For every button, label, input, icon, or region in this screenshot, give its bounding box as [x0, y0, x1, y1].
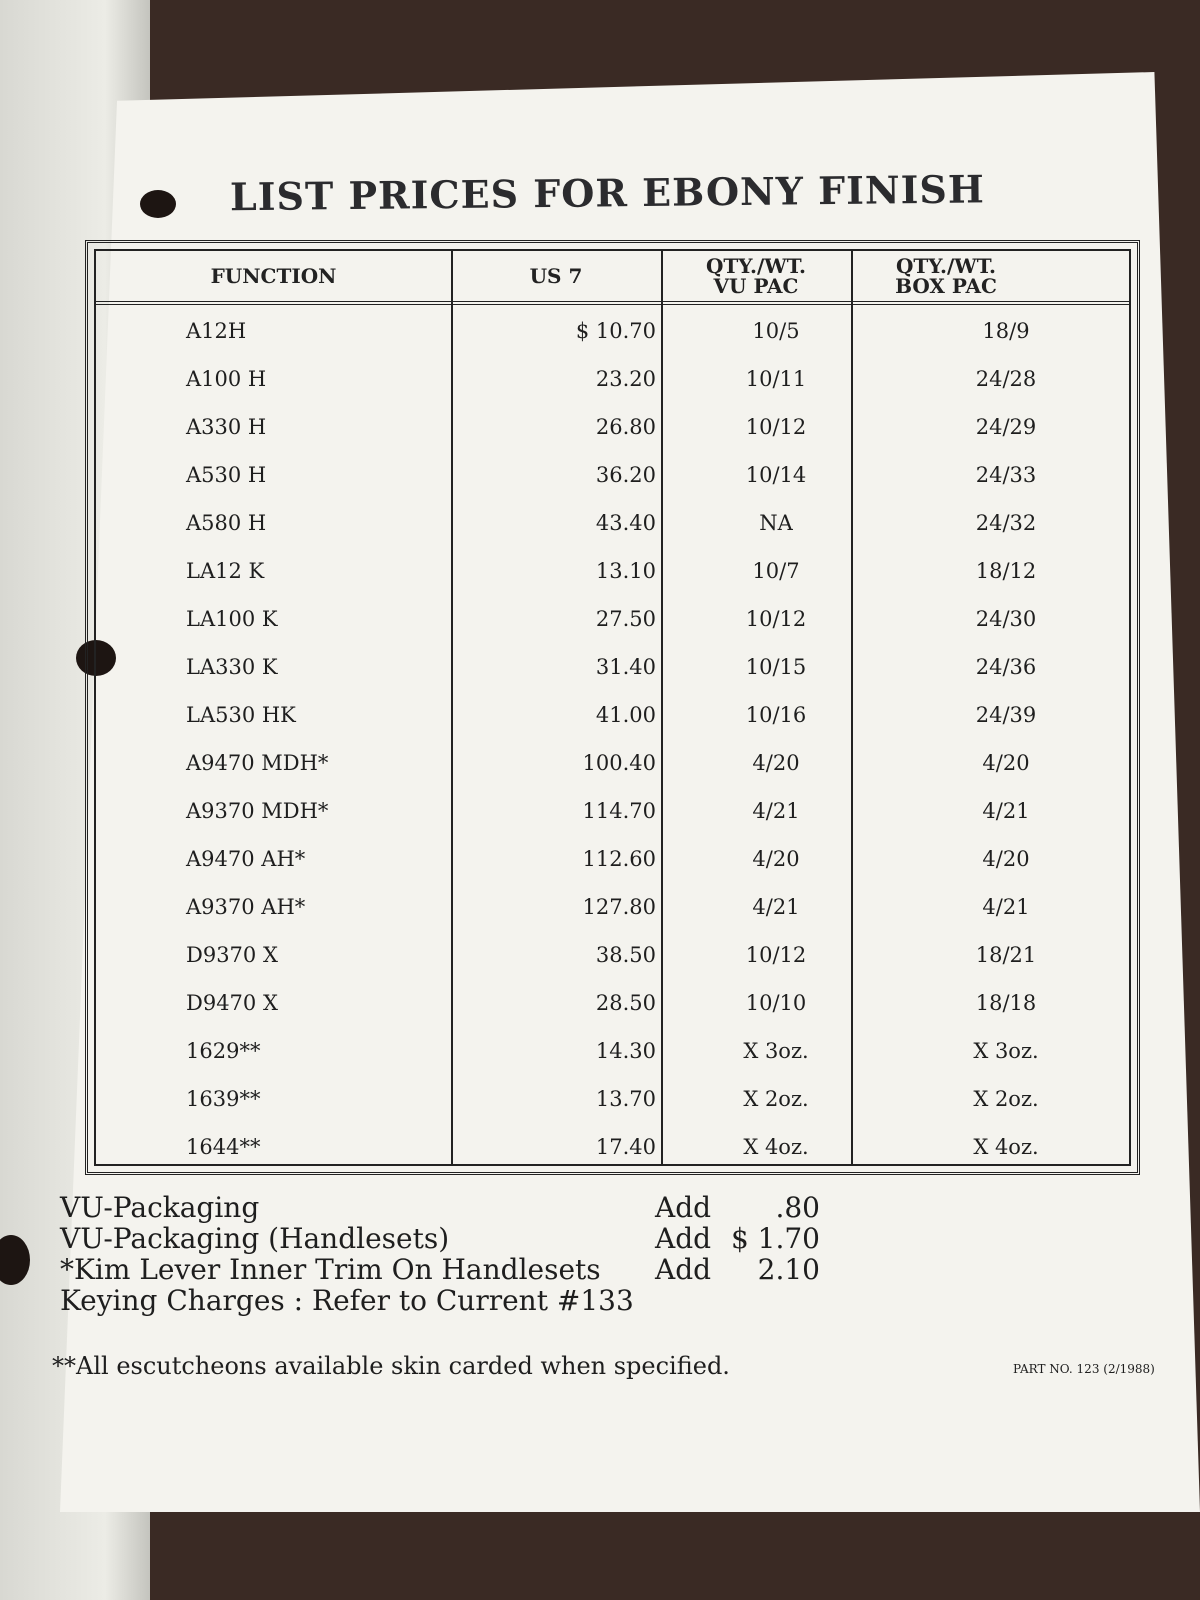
cell-box-pac: 4/20: [982, 751, 1030, 775]
cell-box-pac: X 2oz.: [973, 1087, 1039, 1111]
cell-function: A9470 MDH*: [186, 751, 329, 775]
table-row: [96, 691, 1129, 739]
note-add: Add: [655, 1191, 712, 1224]
table-row: [96, 883, 1129, 931]
cell-box-pac: 24/39: [975, 703, 1037, 727]
note-label: VU-Packaging (Handlesets): [60, 1222, 450, 1255]
cell-us7: 114.70: [582, 799, 656, 823]
cell-us7: 112.60: [582, 847, 656, 871]
note-line: [60, 1192, 960, 1223]
note-label: Keying Charges : Refer to Current #133: [60, 1284, 634, 1317]
cell-vu-pac: 4/20: [752, 751, 800, 775]
cell-function: 1639**: [186, 1087, 261, 1111]
cell-vu-pac: 4/21: [752, 799, 800, 823]
cell-box-pac: 24/33: [975, 463, 1037, 487]
part-number: PART NO. 123 (2/1988): [1013, 1362, 1155, 1376]
note-line: [60, 1254, 960, 1285]
cell-function: LA12 K: [186, 559, 265, 583]
cell-box-pac: X 4oz.: [973, 1135, 1039, 1159]
cell-function: LA530 HK: [186, 703, 296, 727]
cell-us7: $ 10.70: [575, 319, 656, 343]
cell-box-pac: 18/21: [975, 943, 1037, 967]
note-amount: .80: [775, 1191, 820, 1224]
note-line: [60, 1223, 960, 1254]
note-label: VU-Packaging: [60, 1191, 260, 1224]
table-row: [96, 739, 1129, 787]
cell-us7: 38.50: [595, 943, 656, 967]
cell-vu-pac: 10/12: [745, 607, 807, 631]
cell-us7: 28.50: [595, 991, 656, 1015]
cell-function: A530 H: [186, 463, 267, 487]
cell-us7: 13.70: [595, 1087, 656, 1111]
cell-function: A9370 MDH*: [186, 799, 329, 823]
price-table: [85, 240, 1140, 1175]
page-title: LIST PRICES FOR EBONY FINISH: [229, 166, 985, 220]
header-function: FUNCTION: [210, 264, 337, 288]
cell-box-pac: X 3oz.: [973, 1039, 1039, 1063]
note-add: Add: [655, 1253, 712, 1286]
cell-vu-pac: 10/14: [745, 463, 807, 487]
cell-function: LA330 K: [186, 655, 278, 679]
note-label: *Kim Lever Inner Trim On Handlesets: [60, 1253, 601, 1286]
cell-vu-pac: 10/15: [745, 655, 807, 679]
table-row: [96, 1027, 1129, 1075]
cell-vu-pac: NA: [759, 511, 793, 535]
header-vu-line1: QTY./WT.: [706, 254, 806, 278]
cell-vu-pac: 4/21: [752, 895, 800, 919]
cell-function: A100 H: [186, 367, 267, 391]
cell-box-pac: 24/36: [975, 655, 1037, 679]
cell-us7: 127.80: [582, 895, 656, 919]
notes-section: [60, 1192, 960, 1316]
table-row: [96, 979, 1129, 1027]
cell-box-pac: 18/9: [982, 319, 1030, 343]
header-box-pac: [851, 251, 1041, 301]
cell-box-pac: 4/20: [982, 847, 1030, 871]
cell-function: A330 H: [186, 415, 267, 439]
table-row: [96, 835, 1129, 883]
cell-function: A12H: [186, 319, 247, 343]
cell-vu-pac: X 3oz.: [743, 1039, 809, 1063]
note-amount: 2.10: [757, 1253, 820, 1286]
cell-box-pac: 4/21: [982, 799, 1030, 823]
header-us7: US 7: [529, 264, 583, 288]
cell-function: LA100 K: [186, 607, 278, 631]
table-row: [96, 403, 1129, 451]
cell-us7: 13.10: [595, 559, 656, 583]
note-line: [60, 1285, 960, 1316]
table-row: [96, 1123, 1129, 1171]
cell-vu-pac: X 2oz.: [743, 1087, 809, 1111]
cell-vu-pac: 4/20: [752, 847, 800, 871]
cell-function: A9470 AH*: [186, 847, 306, 871]
cell-function: A580 H: [186, 511, 267, 535]
cell-us7: 17.40: [595, 1135, 656, 1159]
table-row: [96, 643, 1129, 691]
cell-us7: 41.00: [595, 703, 656, 727]
cell-box-pac: 24/29: [975, 415, 1037, 439]
cell-vu-pac: 10/7: [752, 559, 800, 583]
cell-vu-pac: 10/12: [745, 415, 807, 439]
cell-box-pac: 4/21: [982, 895, 1030, 919]
cell-function: D9370 X: [186, 943, 278, 967]
table-row: [96, 307, 1129, 355]
table-header: [96, 251, 1129, 305]
cell-us7: 27.50: [595, 607, 656, 631]
binder-hole: [140, 190, 176, 218]
cell-vu-pac: X 4oz.: [743, 1135, 809, 1159]
cell-function: 1629**: [186, 1039, 261, 1063]
table-row: [96, 787, 1129, 835]
cell-box-pac: 24/30: [975, 607, 1037, 631]
header-box-line2: BOX PAC: [895, 274, 997, 298]
cell-vu-pac: 10/10: [745, 991, 807, 1015]
cell-vu-pac: 10/5: [752, 319, 800, 343]
cell-box-pac: 24/32: [975, 511, 1037, 535]
header-box-line1: QTY./WT.: [896, 254, 996, 278]
table-row: [96, 355, 1129, 403]
table-row: [96, 547, 1129, 595]
note-add: Add: [655, 1222, 712, 1255]
table-row: [96, 1075, 1129, 1123]
table-row: [96, 451, 1129, 499]
cell-us7: 43.40: [595, 511, 656, 535]
table-row: [96, 595, 1129, 643]
table-row: [96, 931, 1129, 979]
cell-vu-pac: 10/12: [745, 943, 807, 967]
cell-box-pac: 24/28: [975, 367, 1037, 391]
table-row: [96, 499, 1129, 547]
cell-us7: 26.80: [595, 415, 656, 439]
note-amount: $ 1.70: [730, 1222, 820, 1255]
cell-us7: 100.40: [582, 751, 656, 775]
table-body: [96, 307, 1129, 1164]
cell-box-pac: 18/12: [975, 559, 1037, 583]
cell-us7: 31.40: [595, 655, 656, 679]
cell-function: 1644**: [186, 1135, 261, 1159]
footnote: **All escutcheons available skin carded when specified.: [52, 1352, 730, 1380]
cell-us7: 23.20: [595, 367, 656, 391]
cell-vu-pac: 10/11: [745, 367, 807, 391]
header-vu-pac: [661, 251, 851, 301]
cell-vu-pac: 10/16: [745, 703, 807, 727]
header-vu-line2: VU PAC: [713, 274, 799, 298]
cell-box-pac: 18/18: [975, 991, 1037, 1015]
cell-us7: 36.20: [595, 463, 656, 487]
cell-us7: 14.30: [595, 1039, 656, 1063]
cell-function: D9470 X: [186, 991, 278, 1015]
cell-function: A9370 AH*: [186, 895, 306, 919]
